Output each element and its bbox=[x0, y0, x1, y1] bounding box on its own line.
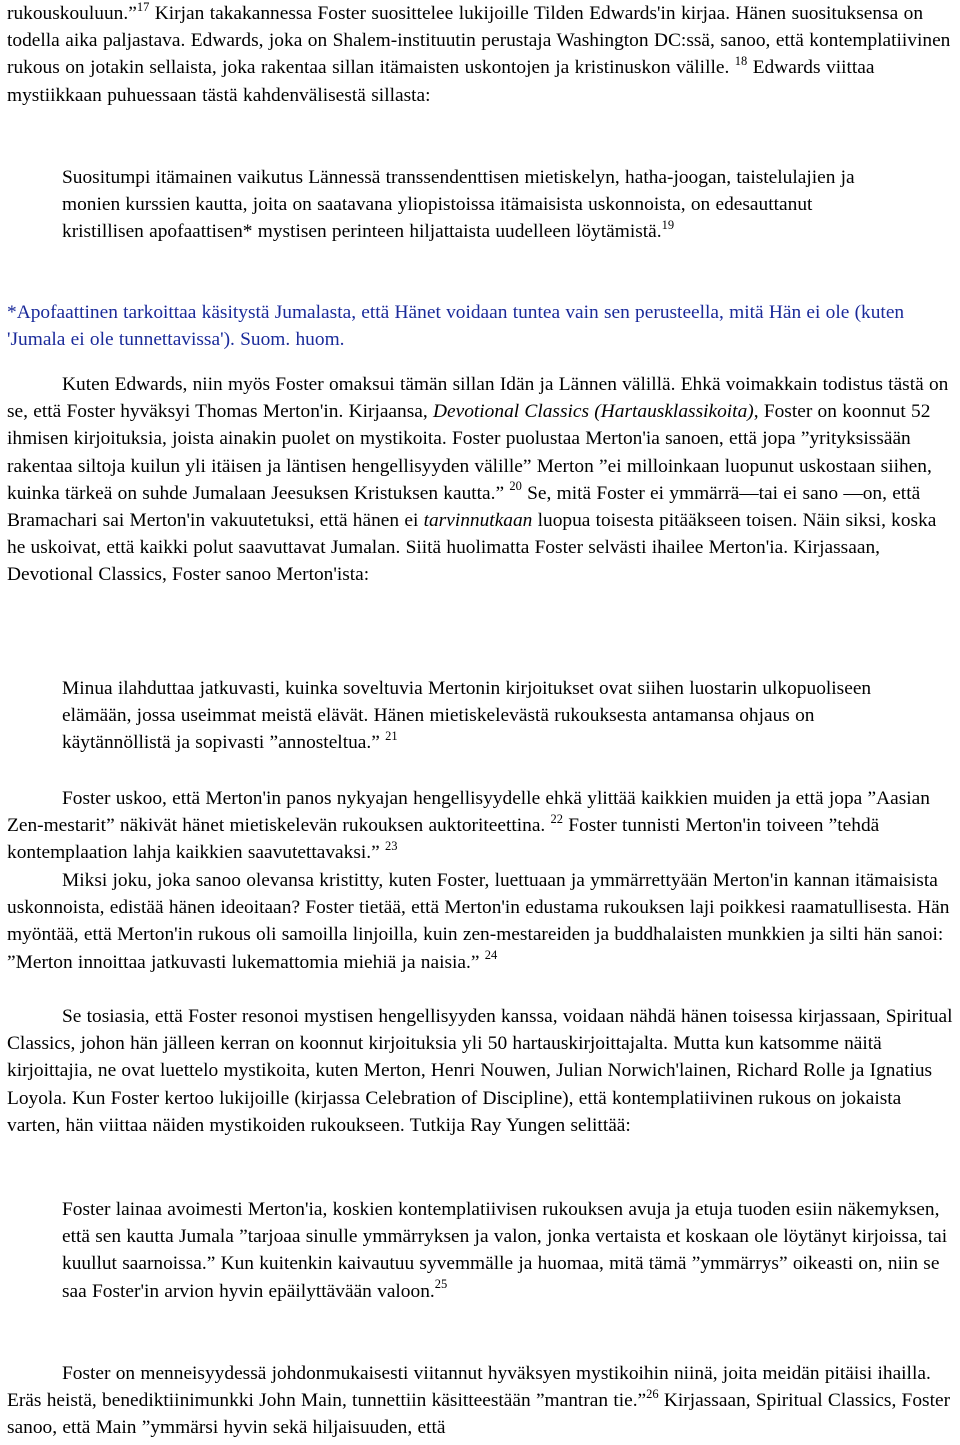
blockquote-yungen bbox=[62, 1196, 952, 1305]
text-run: rukouskouluun.” bbox=[7, 3, 137, 24]
blockquote-foster-merton bbox=[62, 675, 892, 757]
paragraph-merton bbox=[7, 371, 953, 589]
text-run: Foster lainaa avoimesti Merton'ia, koskien kontemplatiivisen rukouksen avuja ja etuja tuoden esiin näkemyksen, että sen kautta Jumala ”tarjoaa sinulle ymmärryksen ja valon, jonka vertaista et koskaan ole löytänyt kirjoissa, tai kuullut saarnoissa.” Kun kuitenkin kaivautuu syvemmälle ja huomaa, mitä tämä ”ymmärrys” oikeasti on, niin se saa Foster'in arvion hyvin epäilyttävään valoon. bbox=[62, 1199, 948, 1302]
paragraph-john-main bbox=[7, 1360, 957, 1442]
paragraph-question bbox=[7, 867, 953, 976]
footnote-ref: 17 bbox=[136, 0, 150, 14]
text-run: Kirjassaan, Spiritual Classics, Foster sanoo, että Main ”ymmärsi hyvin sekä hiljaisuuden, että bbox=[7, 1390, 951, 1439]
text-run: Minua ilahduttaa jatkuvasti, kuinka soveltuvia Mertonin kirjoitukset ovat siihen luostarin ulkopuoliseen elämään, jossa useimmat meistä elävät. Hänen mietiskelevästä rukouksesta antamansa ohjaus on käytännöllistä ja sopivasti ”annosteltua.” bbox=[62, 678, 872, 754]
italic-title: Devotional Classics (Hartausklassikoita) bbox=[433, 401, 754, 423]
footnote-ref: 21 bbox=[385, 728, 398, 743]
text-run: Foster on menneisyydessä johdonmukaisesti viitannut hyväksyen mystikoihin niinä, joita meidän pitäisi ihailla. Eräs heistä, benediktiinimunkki John Main, tunnettiin käsitteestään ”mantran tie.” bbox=[7, 1363, 931, 1412]
footnote-ref: 19 bbox=[661, 217, 675, 232]
text-run: *Apofaattinen tarkoittaa käsitystä Jumalasta, että Hänet voidaan tuntea vain sen perusteella, mitä Hän ei ole (kuten 'Jumala ei ole tunnettavissa'). Suom. huom. bbox=[7, 302, 905, 351]
text-run: Se tosiasia, että Foster resonoi mystisen hengellisyyden kanssa, voidaan nähdä hänen toisessa kirjassaan, Spiritual Classics, johon hän jälleen kerran on koonnut kirjoituksia yli 50 hartauskirjoittajalta. Mutta kun katsomme näitä kirjoittajia, ne ovat luettelo mystikoita, kuten Merton, Henri Nouwen, Julian Norwich'lainen, Richard Rolle ja Ignatius Loyola. Kun Foster kertoo lukijoille (kirjassa Celebration of Discipline), että kontemplatiivinen rukous on jokaista varten, hän viittaa näiden mystikoiden rukoukseen. Tutkija Ray Yungen selittää: bbox=[7, 1006, 953, 1136]
footnote-ref: 18 bbox=[734, 53, 748, 68]
footnote-ref: 24 bbox=[484, 948, 498, 963]
text-run: , Foster on koonnut 52 ihmisen kirjoituksia, joista ainakin puolet on mystikoita. Foster puolustaa Merton'ia sanoen, että jopa ”yrityksissään rakentaa siltoja kuilun yli itäisen ja läntisen hengellisyyden välille” Merton ”ei milloinkaan luopunut uskostaan siihen, kuinka tärkeä on suhde Jumalaan Jeesuksen Kristuksen kautta.” bbox=[7, 401, 932, 504]
translator-note bbox=[7, 299, 907, 353]
footnote-ref: 20 bbox=[509, 479, 522, 494]
text-run: Suositumpi itämainen vaikutus Lännessä transsendenttisen mietiskelyn, hatha-joogan, taistelulajien ja monien kurssien kautta, joita on saatavana yliopistoissa itämaisista uskonnoista, on edesauttanut kristillisen apofaattisen* mystisen perinteen hiljattaista uudelleen löytämistä. bbox=[62, 167, 855, 243]
text-run: luopua toisesta pitääkseen toisen. Näin siksi, koska he uskoivat, että kaikki polut saavuttavat Jumalan. Siitä huolimatta Foster selvästi ihailee Merton'ia. Kirjassaan, Devotional Classics, Foster sanoo Merton'ista: bbox=[7, 510, 937, 586]
paragraph-spiritual-classics bbox=[7, 1003, 957, 1139]
footnote-ref: 22 bbox=[550, 811, 564, 826]
text-run: Miksi joku, joka sanoo olevansa kristitty, kuten Foster, luettuaan ja ymmärrettyään Merton'in kannan itämaisista uskonnoista, edistää hänen ideoitaan? Foster tietää, että Merton'in edustama rukouksen laji poikkesi raamatullisesta. Hän myöntää, että Merton'in rukous oli samoilla linjoilla, kuin zen-mestareiden ja buddhalaisten munkkien ja silti hän sanoi: ”Merton innoittaa jatkuvasti lukemattomia miehiä ja naisia.” bbox=[7, 870, 950, 973]
text-run: Kuten Edwards, niin myös Foster omaksui tämän sillan Idän ja Lännen välillä. Ehkä voimakkain todistus tästä on se, että Foster hyväksyi Thomas Merton'in. Kirjaansa, bbox=[7, 374, 949, 423]
footnote-ref: 25 bbox=[434, 1277, 448, 1292]
text-run: Foster tunnisti Merton'in toiveen ”tehdä kontemplaation lahja kaikkien saavutettavaksi.” bbox=[7, 815, 880, 864]
paragraph-contribution bbox=[7, 785, 953, 867]
footnote-ref: 23 bbox=[384, 838, 398, 853]
footnote-ref: 26 bbox=[646, 1386, 659, 1401]
text-run: Foster uskoo, että Merton'in panos nykyajan hengellisyydelle ehkä ylittää kaikkien muiden ja että jopa ”Aasian Zen-mestarit” näkivät hänet mietiskelevän rukouksen auktoriteettina. bbox=[7, 788, 930, 837]
text-run: Kirjan takakannessa Foster suosittelee lukijoille Tilden Edwards'in kirjaa. Hänen suosituksensa on todella aika paljastava. Edwards, joka on Shalem-instituutin perustaja Washington DC:ssä, sanoo, että kontemplatiivinen rukous on jotakin sellaista, joka rakentaa sillan itämaisten uskontojen ja kristinuskon välille. bbox=[7, 3, 951, 79]
text-run: Edwards viittaa mystiikkaan puhuessaan tästä kahdenvälisestä sillasta: bbox=[7, 57, 875, 106]
italic-title: tarvinnutkaan bbox=[423, 510, 533, 532]
paragraph-intro bbox=[7, 0, 953, 109]
text-run: Se, mitä Foster ei ymmärrä—tai ei sano —on, että Bramachari sai Merton'in vakuutetuksi, että hänen ei bbox=[7, 482, 921, 532]
blockquote-edwards bbox=[62, 164, 892, 246]
